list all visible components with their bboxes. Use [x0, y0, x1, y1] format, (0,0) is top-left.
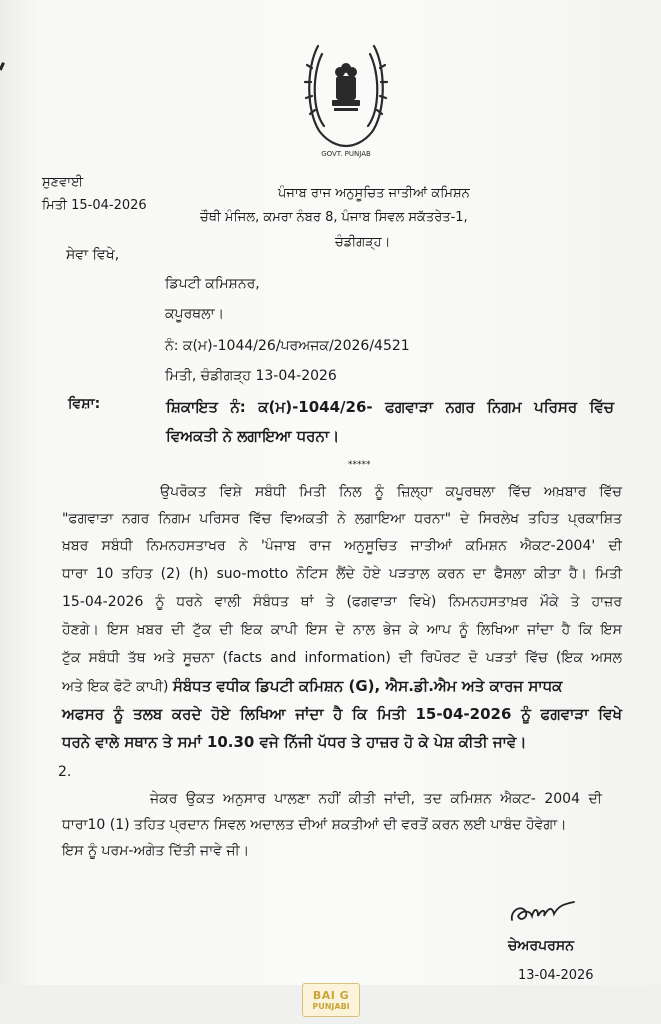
para2-line: ਇਸ ਨੂੰ ਪਰਮ-ਅਗੇਤ ਦਿੱਤੀ ਜਾਵੇ ਜੀ। [62, 843, 250, 859]
recipient-city: ਕਪੂਰਥਲਾ। [165, 306, 225, 322]
para1-line: ਖ਼ਬਰ ਸਬੰਧੀ ਨਿਮਨਹਸਤਾਖਰ ਨੇ 'ਪੰਜਾਬ ਰਾਜ ਅਨੁਸੂਚਿਤ ਜਾਤੀਆਂ ਕਮਿਸ਼ਨ ਐਕਟ-2004' ਦੀ [62, 538, 622, 554]
para1-line: ਅਤੇ ਇਕ ਫੋਟੋ ਕਾਪੀ) [62, 679, 169, 695]
paragraph-2 [62, 786, 602, 864]
para2-number: 2. [58, 764, 72, 780]
subject-line-2: ਵਿਅਕਤੀ ਨੇ ਲਗਾਇਆ ਧਰਨਾ। [166, 427, 340, 445]
signatory-title: ਚੇਅਰਪਰਸਨ [508, 938, 574, 954]
government-emblem [300, 28, 392, 170]
hearing-date: ਮਿਤੀ 15-04-2026 [42, 198, 147, 213]
para1-line: "ਫਗਵਾੜਾ ਨਗਰ ਨਿਗਮ ਪਰਿਸਰ ਵਿੱਚ ਵਿਅਕਤੀ ਨੇ ਲਗਾਇਆ ਧਰਨਾ" ਦੇ ਸਿਰਲੇਖ ਤਹਿਤ ਪ੍ਰਕਾਸ਼ਿਤ [62, 511, 622, 527]
hearing-label: ਸੁਣਵਾਈ [42, 175, 84, 190]
office-name: ਪੰਜਾਬ ਰਾਜ ਅਨੁਸੂਚਿਤ ਜਾਤੀਆਂ ਕਮਿਸ਼ਨ [278, 186, 470, 201]
office-address: ਚੌਥੀ ਮੰਜਿਲ, ਕਮਰਾ ਨੰਬਰ 8, ਪੰਜਾਬ ਸਿਵਲ ਸਕੱਤਰੇਤ-1, [200, 210, 468, 225]
separator: ***** [348, 460, 371, 470]
reference-number: ਨੰ: ਕ(ਮ)-1044/26/ਪਰਅਜਕ/2026/4521 [165, 338, 410, 354]
salutation: ਸੇਵਾ ਵਿਖੇ, [66, 247, 120, 263]
recipient-designation: ਡਿਪਟੀ ਕਮਿਸ਼ਨਰ, [165, 276, 260, 292]
subject-line-1: ਸ਼ਿਕਾਇਤ ਨੰ: ਕ(ਮ)-1044/26- ਫਗਵਾੜਾ ਨਗਰ ਨਿਗਮ ਪਰਿਸਰ ਵਿੱਚ [166, 398, 614, 416]
paragraph-1 [62, 478, 622, 756]
para1-line-mixed [62, 672, 622, 700]
watermark-bottom: PUNJABI [312, 1001, 350, 1011]
para1-bold-line: ਧਰਨੇ ਵਾਲੇ ਸਥਾਨ ਤੇ ਸਮਾਂ 10.30 ਵਜੇ ਨਿੱਜੀ ਪੱਧਰ ਤੇ ਹਾਜ਼ਰ ਹੋ ਕੇ ਪੇਸ਼ ਕੀਤੀ ਜਾਵੇ। [62, 733, 527, 751]
para1-line: ਧਾਰਾ 10 ਤਹਿਤ (2) (h) suo-motto ਨੋਟਿਸ ਲੈਂਦੇ ਹੋਏ ਪੜਤਾਲ ਕਰਨ ਦਾ ਫੈਸਲਾ ਕੀਤਾ ਹੈ। ਮਿਤੀ [62, 566, 622, 582]
watermark-top: BAI G [312, 988, 350, 1002]
office-city: ਚੰਡੀਗੜ੍ਹ। [335, 235, 391, 250]
watermark-logo [302, 983, 360, 1017]
para1-line: ਉਪਰੋਕਤ ਵਿਸ਼ੇ ਸਬੰਧੀ ਮਿਤੀ ਨਿਲ ਨੂੰ ਜ਼ਿਲ੍ਹਾ ਕਪੂਰਥਲਾ ਵਿੱਚ ਅਖ਼ਬਾਰ ਵਿੱਚ [160, 484, 622, 500]
para1-line: 15-04-2026 ਨੂੰ ਧਰਨੇ ਵਾਲੀ ਸੰਬੰਧਤ ਥਾਂ ਤੇ (ਫਗਵਾੜਾ ਵਿਖੇ) ਨਿਮਨਹਸਤਾਖ਼ਰ ਮੌਕੇ ਤੇ ਹਾਜ਼ਰ [62, 594, 622, 610]
signature-date: 13-04-2026 [518, 968, 594, 983]
para2-line: ਜੇਕਰ ਉਕਤ ਅਨੁਸਾਰ ਪਾਲਣਾ ਨਹੀਂ ਕੀਤੀ ਜਾਂਦੀ, ਤਦ ਕਮਿਸ਼ਨ ਐਕਟ- 2004 ਦੀ [150, 791, 602, 807]
para2-line: ਧਾਰਾ10 (1) ਤਹਿਤ ਪ੍ਰਦਾਨ ਸਿਵਲ ਅਦਾਲਤ ਦੀਆਂ ਸ਼ਕਤੀਆਂ ਦੀ ਵਰਤੋਂ ਕਰਨ ਲਈ ਪਾਬੰਦ ਹੋਵੇਗਾ। [62, 817, 567, 833]
subject-label: ਵਿਸ਼ਾ: [68, 396, 101, 412]
para1-bold-line: ਅਫਸਰ ਨੂੰ ਤਲਬ ਕਰਦੇ ਹੋਏ ਲਿਖਿਆ ਜਾਂਦਾ ਹੈ ਕਿ ਮਿਤੀ 15-04-2026 ਨੂੰ ਫਗਵਾੜਾ ਵਿਖੇ [62, 705, 622, 723]
reference-date: ਮਿਤੀ, ਚੰਡੀਗੜ੍ਹ 13-04-2026 [165, 368, 337, 384]
para1-bold-tail: ਸੰਬੰਧਤ ਵਧੀਕ ਡਿਪਟੀ ਕਮਿਸ਼ਨ (G), ਐਸ.ਡੀ.ਐਮ ਅਤੇ ਕਾਰਜ ਸਾਧਕ [172, 677, 563, 695]
para1-line: ਹੋਣਗੇ। ਇਸ ਖ਼ਬਰ ਦੀ ਟੁੱਕ ਦੀ ਇਕ ਕਾਪੀ ਇਸ ਦੇ ਨਾਲ ਭੇਜ ਕੇ ਆਪ ਨੂੰ ਲਿਖਿਆ ਜਾਂਦਾ ਹੈ ਕਿ ਇਸ [62, 622, 622, 638]
para1-line: ਟੁੱਕ ਸਬੰਧੀ ਤੱਥ ਅਤੇ ਸੂਚਨਾ (facts and information) ਦੀ ਰਿਪੋਰਟ ਦੋ ਪੜਤਾਂ ਵਿੱਚ (ਇਕ ਅਸਲ [62, 650, 622, 666]
signature [508, 896, 578, 930]
svg-text:GOVT. PUNJAB: GOVT. PUNJAB [321, 150, 371, 158]
